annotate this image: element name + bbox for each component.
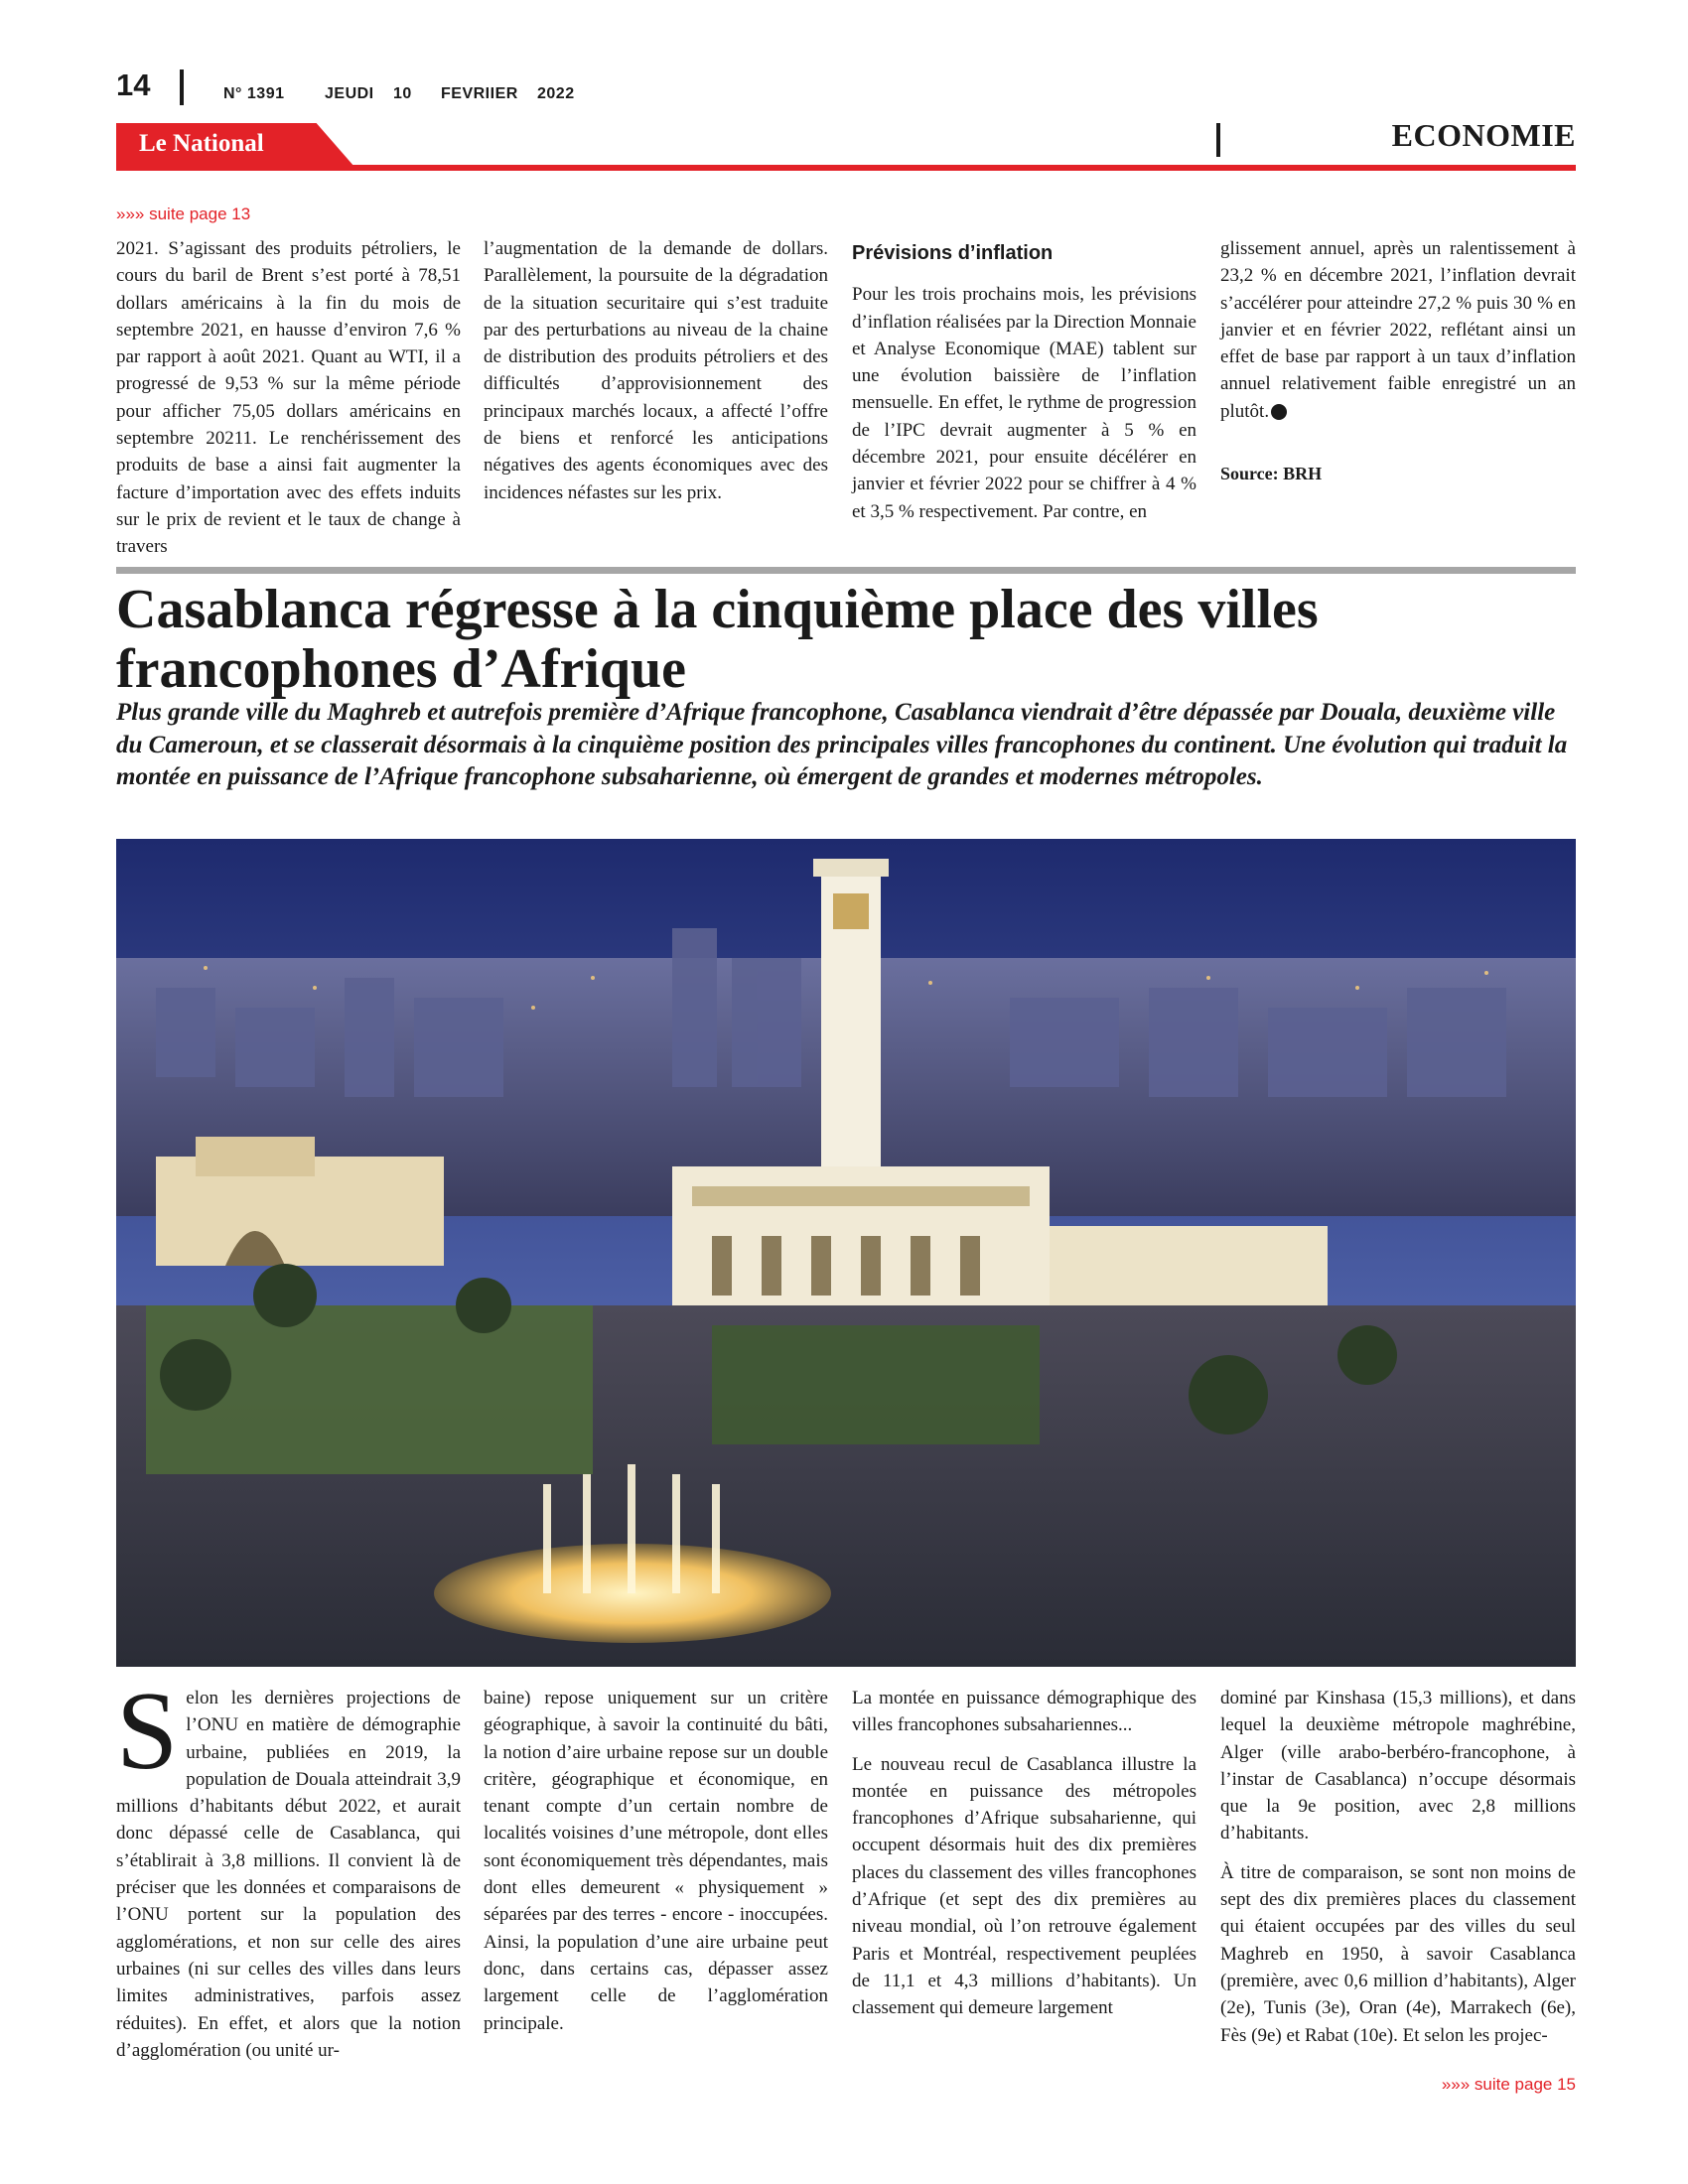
top-article-col-1 <box>116 235 461 573</box>
page-number: 14 <box>116 68 151 102</box>
page-number-divider <box>180 69 184 105</box>
article-separator <box>116 567 1576 574</box>
issue-date-month: FEVRIIER <box>441 85 518 102</box>
main-article-col-1 <box>116 1670 461 2064</box>
paragraph: 2021. S’agissant des produits pétroliers, le cours du baril de Brent s’est porté à 78,51 dollars américains à la fin du mois de septembre 2021, en hausse d’environ 7,6 % par rapport à août 2021. Quant au WTI, il a progressé de 9,53 % sur la même période pour afficher 75,05 dollars américains en septembre 20211. Le renchérissement des produits de base a ainsi fait augmenter la facture d’importation avec des effets induits sur le prix de revient et le taux de change à travers <box>116 238 461 558</box>
section-title: ECONOMIE <box>1391 117 1576 153</box>
paragraph: Le nouveau recul de Casablanca illustre la montée en puissance des métropoles francophones d’Afrique subsaharienne, qui occupent désormais huit des dix premières places du classement des villes francophones d’Afrique (et sept des dix premières au niveau mondial, où l’on retrouve également Paris et Montréal, respectivement peuplées de 11,1 et 4,3 millions d’habitants). Un classement qui demeure largement <box>852 1753 1196 2019</box>
issue-day: JEUDI <box>325 85 374 102</box>
brand-logo: Le National <box>139 130 264 157</box>
paragraph: Pour les trois prochains mois, les prévisions d’inflation réalisées par la Direction Monnaie et Analyse Economique (MAE) tablent sur une évolution baissière de l’inflation mensuelle. En effet, le rythme de progression de l’IPC devrait augmenter à 5 % en décembre 2021, pour ensuite décélérer en janvier et février 2022 pour se chiffrer à 4 % et 3,5 % respectivement. Par contre, en <box>852 284 1196 522</box>
continued-to-link[interactable]: »»» suite page 15 <box>1441 2075 1576 2094</box>
main-article-col-4 <box>1220 1685 1576 2061</box>
top-article-col-3 <box>852 240 1196 537</box>
article-standfirst: Plus grande ville du Maghreb et autrefois première d’Afrique francophone, Casablanca viendrait d’être dépassée par Douala, deuxième ville du Cameroun, et se classerait désormais à la cinquième position des principales villes francophones du continent. Une évolution qui traduit la montée en puissance de l’Afrique francophone subsaharienne, où émergent de grandes et modernes métropoles. <box>116 699 1568 790</box>
paragraph: l’augmentation de la demande de dollars. Parallèlement, la poursuite de la dégradation de la situation securitaire qui s’est traduite par des perturbations au niveau de la chaine de distribution des produits pétroliers et des difficultés d’approvisionnement des principaux marchés locaux, a affecté l’offre de biens et renforcé les anticipations négatives des agents économiques avec des incidences néfastes sur les prix. <box>484 238 828 503</box>
article-photo-casablanca <box>116 839 1576 1667</box>
header-rule <box>116 165 1576 171</box>
top-article-col-4 <box>1220 235 1576 499</box>
continued-from-link[interactable]: »»» suite page 13 <box>116 205 251 223</box>
main-article-col-2 <box>484 1685 828 2049</box>
paragraph: baine) repose uniquement sur un critère géographique, à savoir la continuité du bâti, la notion d’aire urbaine repose sur un double critère, géographique et économique, en tenant compte d’un certain nombre de localités voisines d’une métropole, dont elles sont économiquement très dépendantes, mais dont elles demeurent « physiquement » séparées par des terres - encore - inoccupées. Ainsi, la population d’une aire urbaine peut donc, dans certains cas, dépasser assez largement celle de l’agglomération principale. <box>484 1688 828 2034</box>
end-of-article-icon <box>1271 404 1287 420</box>
section-divider <box>1216 123 1220 157</box>
drop-cap: S <box>116 1670 179 1793</box>
issue-year: 2022 <box>537 85 575 102</box>
issue-number: N° 1391 <box>223 85 285 102</box>
paragraph: La montée en puissance démographique des villes francophones subsahariennes... <box>852 1688 1196 1736</box>
main-article-col-3 <box>852 1685 1196 2034</box>
photo-illustration <box>116 839 1576 1667</box>
subheading: Prévisions d’inflation <box>852 242 1054 264</box>
issue-date-day: 10 <box>393 85 412 102</box>
paragraph: elon les dernières projections de l’ONU en matière de démographie urbaine, publiées en 2019, la population de Douala atteindrait 3,9 millions d’habitants début 2022, et aurait donc dépassé celle de Casablanca, qui s’établirait à 3,8 millions. Il convient là de préciser que les données et comparaisons de l’ONU portent sur la population des agglomérations, et non sur celle des aires urbaines (ni sur celles des villes dans leurs limites administratives, parfois assez réduites). En effet, et alors que la notion d’agglomération (ou unité ur- <box>116 1688 461 2061</box>
article-source: Source: BRH <box>1220 464 1323 484</box>
top-article-col-2 <box>484 235 828 518</box>
paragraph: À titre de comparaison, se sont non moins de sept des dix premières places du classement qui étaient occupées par des villes du seul Maghreb en 1950, à savoir Casablanca (première, avec 0,6 million d’habitants), Alger (2e), Tunis (3e), Oran (4e), Marrakech (6e), Fès (9e) et Rabat (10e). Et selon les projec- <box>1220 1861 1576 2046</box>
paragraph: glissement annuel, après un ralentissement à 23,2 % en décembre 2021, l’inflation devrait s’accélérer pour atteindre 27,2 % puis 30 % en janvier et en février 2022, reflétant ainsi un effet de base par rapport à un taux d’inflation annuel relativement faible enregistré un an plutôt. <box>1220 238 1576 422</box>
article-headline: Casablanca régresse à la cinquième place des villes francophones d’Afrique <box>116 579 1319 700</box>
paragraph: dominé par Kinshasa (15,3 millions), et dans lequel la deuxième métropole maghrébine, Alger (ville arabo-berbéro-francophone, à l’instar de Casablanca) n’occupe désormais que la 9e position, avec 2,8 millions d’habitants. <box>1220 1688 1576 1844</box>
